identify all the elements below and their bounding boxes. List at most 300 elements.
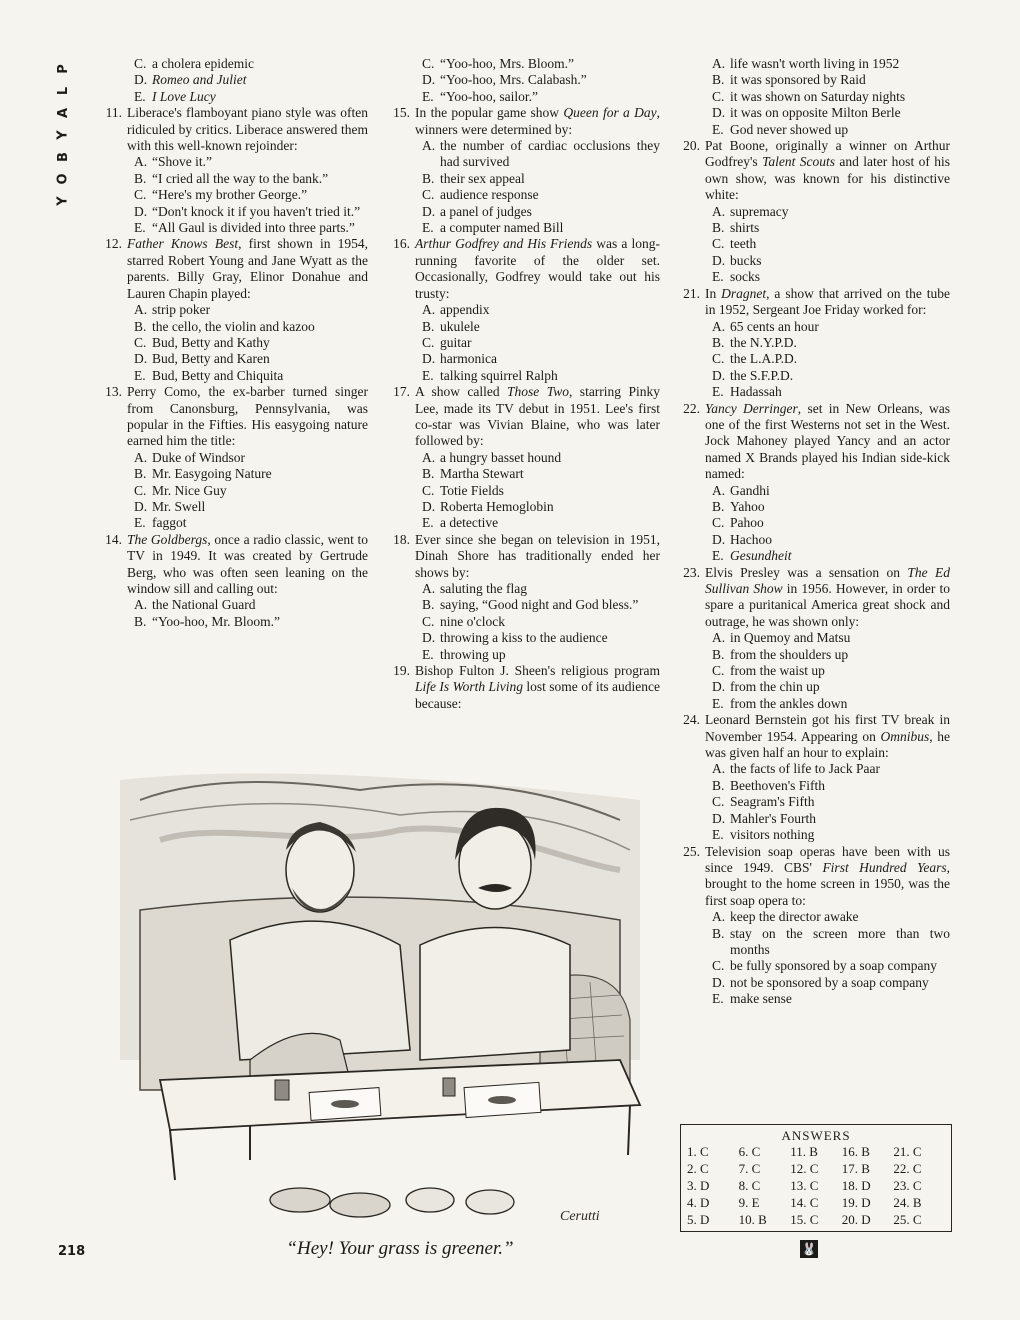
option-letter: D. [134,203,148,219]
option-letter: D. [422,72,436,88]
option-letter: D. [712,252,726,268]
option-text: stay on the screen more than two months [730,925,950,957]
option-letter: D. [422,203,436,219]
quiz-question [676,565,950,631]
answer-option [422,171,660,187]
answers-title: ANSWERS [781,1128,851,1143]
answer-option [712,630,950,646]
option-text: keep the director awake [730,909,859,925]
option-text: the N.Y.P.D. [730,334,797,350]
option-letter: B. [712,334,725,350]
answer-option [712,368,950,384]
option-text: teeth [730,236,757,252]
option-letter: D. [422,351,436,367]
option-letter: A. [422,449,436,465]
quiz-question [386,105,660,138]
option-text: from the ankles down [730,695,848,711]
brand-letter: O [56,173,71,185]
answer-option [712,958,950,974]
answer-cell: 20. D [841,1212,871,1227]
question-text: Bishop Fulton J. Sheen's religious program Life Is Worth Living lost some of its audience because: [415,663,660,711]
option-letter: B. [712,777,725,793]
option-letter: A. [422,581,436,596]
answer-cell: 8. C [738,1178,761,1193]
answer-option [712,204,950,220]
answer-cell: 21. C [893,1144,922,1159]
answer-option [712,515,950,531]
answer-option [422,72,660,88]
option-letter: E. [422,88,434,104]
answer-cell: 9. E [738,1195,760,1210]
option-letter: D. [712,810,726,826]
question-number: 24. [683,712,700,728]
option-letter: C. [422,56,435,71]
option-letter: C. [134,334,147,350]
option-text: the L.A.P.D. [730,351,798,367]
option-text: nine o'clock [440,613,506,629]
question-text: Ever since she began on television in 1951, Dinah Shore has traditionally ended her shows by: [415,531,660,580]
option-letter: B. [134,170,147,186]
option-letter: C. [422,613,435,629]
option-letter: C. [422,482,435,498]
option-text: Beethoven's Fifth [730,777,826,793]
option-letter: B. [422,466,435,482]
answer-cell: 1. C [687,1144,709,1159]
answer-option [712,351,950,367]
question-text: Leonard Bernstein got his first TV break in November 1954. Appearing on Omnibus, he was given half an hour to explain: [705,712,951,761]
option-text: Martha Stewart [440,466,524,482]
option-letter: E. [422,515,434,531]
answer-cell: 22. C [893,1161,922,1176]
option-letter: A. [712,56,726,71]
option-letter: E. [712,269,724,285]
option-text: Mr. Swell [152,498,206,514]
answer-option [712,991,950,1007]
answer-option [712,236,950,252]
question-text: The Goldbergs, once a radio classic, went to TV in 1949. It was created by Gertrude Berg, who was often seen leaning on the window sill and calling out: [127,531,368,596]
option-text: guitar [440,334,472,350]
option-text: appendix [440,302,490,318]
option-text: visitors nothing [730,827,815,843]
answer-option [134,204,368,220]
quiz-question [676,138,950,204]
question-number: 25. [683,843,700,859]
answer-option [712,778,950,794]
option-letter: C. [134,187,147,203]
answer-option [134,220,368,236]
option-text: life wasn't worth living in 1952 [730,56,900,71]
option-text: saluting the flag [440,581,527,596]
option-text: I Love Lucy [152,88,216,104]
option-letter: A. [712,203,726,219]
option-text: Hachoo [730,531,772,547]
option-letter: D. [134,72,148,88]
option-text: Bud, Betty and Chiquita [152,367,284,383]
option-letter: B. [134,318,147,334]
answer-option [712,253,950,269]
question-text: Elvis Presley was a sensation on The Ed Sullivan Show in 1956. However, in order to spare a puritanical America great shock and outrage, he was shown only: [705,564,950,629]
option-letter: D. [422,498,436,514]
option-text: “Here's my brother George.” [152,187,308,203]
option-letter: E. [422,367,434,383]
answer-option [712,975,950,991]
option-text: Mahler's Fourth [730,810,817,826]
answer-option [712,794,950,810]
answer-option [422,614,660,630]
answer-option [422,351,660,367]
answer-option [712,827,950,843]
option-text: the cello, the violin and kazoo [152,318,315,334]
answer-option [712,335,950,351]
question-number: 14. [105,531,122,547]
option-letter: B. [712,220,725,236]
option-text: Romeo and Juliet [152,72,247,88]
option-text: Pahoo [730,515,764,531]
answer-cell: 15. C [790,1212,819,1227]
brand-letter: Y [55,196,71,206]
option-text: Bud, Betty and Kathy [152,334,270,350]
answer-option [422,335,660,351]
option-text: a panel of judges [440,203,532,219]
answer-cell: 18. D [841,1178,871,1193]
answer-option [712,499,950,515]
answer-option [422,581,660,597]
answer-option [422,450,660,466]
answer-option [422,204,660,220]
quiz-question [98,236,368,302]
option-text: not be sponsored by a soap company [730,974,929,990]
option-text: be fully sponsored by a soap company [730,958,937,974]
option-letter: C. [422,187,435,203]
answer-option [422,647,660,663]
quiz-question [98,105,368,154]
answer-option [422,515,660,531]
option-text: it was on opposite Milton Berle [730,105,901,121]
answer-option [134,483,368,499]
question-number: 23. [683,564,700,580]
answer-option [422,138,660,171]
answer-cell: 3. D [687,1178,710,1193]
question-text: A show called Those Two, starring Pinky Lee, made its TV debut in 1951. Lee's first co-star was Vivian Blaine, who was later followed by: [415,384,660,449]
option-text: harmonica [440,351,497,367]
option-text: “Don't knock it if you haven't tried it.” [152,203,361,219]
answer-cell: 6. C [738,1144,761,1159]
option-letter: D. [712,105,726,121]
page-number: 218 [58,1244,86,1259]
answer-option [422,630,660,646]
answer-option [712,89,950,105]
question-number: 11. [105,105,122,121]
option-text: “All Gaul is divided into three parts.” [152,220,355,236]
option-letter: A. [712,482,726,498]
option-letter: A. [134,154,148,170]
option-text: Mr. Easygoing Nature [152,466,272,482]
answer-cell: 7. C [738,1161,761,1176]
option-text: Gesundheit [730,548,792,564]
option-letter: B. [712,72,725,88]
answer-option [134,171,368,187]
answer-cell: 16. B [841,1144,870,1159]
quiz-column-3 [676,56,950,1008]
answer-option [422,302,660,318]
option-letter: A. [712,761,726,777]
option-letter: D. [712,531,726,547]
option-letter: C. [712,236,725,252]
option-letter: E. [134,88,146,104]
question-number: 22. [683,400,700,416]
option-text: the facts of life to Jack Paar [730,761,880,777]
question-number: 19. [393,663,410,679]
artist-signature: Cerutti [560,1209,600,1224]
question-number: 17. [393,384,410,400]
quiz-question [676,712,950,761]
quiz-column-2 [386,56,660,712]
option-letter: E. [422,220,434,236]
answer-option [134,614,368,630]
answer-option [134,187,368,203]
answer-option [712,926,950,959]
option-text: a computer named Bill [440,220,564,236]
answer-option [134,72,368,88]
question-number: 18. [393,531,410,547]
option-letter: A. [422,138,436,154]
brand-letter: B [55,152,71,162]
answer-cell: 23. C [893,1178,922,1193]
question-text: Arthur Godfrey and His Friends was a long-running favorite of the older set. Occasionally, Godfrey would take out his trusty: [415,236,660,301]
question-text: Pat Boone, originally a winner on Arthur Godfrey's Talent Scouts and later host of his own show, was known for his distinctive white: [705,138,950,203]
answer-option [134,335,368,351]
option-text: Yahoo [730,498,765,514]
answer-option [712,269,950,285]
question-text: Father Knows Best, first shown in 1954, starred Robert Young and Jane Wyatt as the parents. Billy Gray, Elinor Donahue and Lauren Chapin played: [127,236,369,301]
option-letter: C. [712,515,725,531]
answer-option [422,187,660,203]
option-text: it was shown on Saturday nights [730,88,906,104]
answer-option [134,302,368,318]
quiz-question [676,286,950,319]
option-letter: D. [712,974,726,990]
answer-cell: 4. D [687,1195,710,1210]
question-text: In Dragnet, a show that arrived on the tube in 1952, Sergeant Joe Friday worked for: [705,285,951,318]
option-letter: E. [712,827,724,843]
quiz-question [676,844,950,910]
question-number: 21. [683,285,700,301]
brand-letter: P [56,64,71,74]
option-text: Bud, Betty and Karen [152,351,270,367]
option-text: strip poker [152,302,211,318]
answer-option [712,761,950,777]
option-text: talking squirrel Ralph [440,367,558,383]
quiz-column-1 [98,56,368,630]
option-letter: E. [712,695,724,711]
answer-option [134,154,368,170]
option-letter: D. [712,367,726,383]
answer-option [712,696,950,712]
option-letter: C. [712,351,725,367]
option-text: Gandhi [730,482,770,498]
answer-option [712,663,950,679]
option-text: the S.F.P.D. [730,367,794,383]
answers-box [680,1124,952,1232]
answer-option [422,483,660,499]
answer-option [134,597,368,613]
option-letter: C. [712,794,725,810]
quiz-question [386,532,660,581]
option-letter: B. [422,597,435,613]
option-letter: D. [712,679,726,695]
brand-letter: L [55,86,71,96]
option-text: a detective [440,515,499,531]
brand-letter: A [56,107,71,119]
answer-cell: 17. B [841,1161,870,1176]
brand-letter: Y [55,130,71,140]
option-text: ukulele [440,318,480,334]
answer-option [422,56,660,72]
quiz-question [98,532,368,598]
question-text: Television soap operas have been with us since 1949. CBS' First Hundred Years, brought to the home screen in 1950, was the first soap opera to: [705,843,950,908]
option-letter: D. [134,351,148,367]
option-letter: B. [134,466,147,482]
answer-option [712,548,950,564]
answer-cell: 25. C [893,1212,922,1227]
vertical-brand-logo [56,58,72,212]
option-text: the number of cardiac occlusions they had survived [440,138,660,170]
bunny-logo-icon: 🐰 [801,1242,817,1256]
answer-option [712,105,950,121]
answer-option [712,220,950,236]
option-text: the National Guard [152,597,256,613]
option-text: “Yoo-hoo, Mrs. Calabash.” [440,72,587,88]
answer-option [712,909,950,925]
option-letter: D. [134,498,148,514]
option-text: God never showed up [730,121,849,137]
option-letter: E. [134,367,146,383]
answer-option [134,368,368,384]
option-text: “Yoo-hoo, Mrs. Bloom.” [440,56,575,71]
option-letter: E. [134,220,146,236]
answer-option [422,466,660,482]
answer-option [712,384,950,400]
question-text: Yancy Derringer, set in New Orleans, was one of the first Westerns not set in the West. Jock Mahoney played Yancy and an actor named X Brands played his Indian side-kick named: [705,400,950,482]
answer-option [134,466,368,482]
option-letter: A. [712,318,726,334]
option-letter: B. [134,613,147,629]
option-letter: C. [712,88,725,104]
answer-option [422,319,660,335]
option-text: Duke of Windsor [152,449,245,465]
option-text: throwing a kiss to the audience [440,630,608,646]
answer-option [712,532,950,548]
answer-option [422,499,660,515]
option-text: saying, “Good night and God bless.” [440,597,639,613]
question-number: 13. [105,384,122,400]
answer-option [134,499,368,515]
answer-cell: 13. C [790,1178,819,1193]
answer-option [712,72,950,88]
option-text: a cholera epidemic [152,56,254,71]
option-letter: E. [712,548,724,564]
option-text: “Shove it.” [152,154,212,170]
option-letter: A. [134,597,148,613]
answer-option [134,450,368,466]
quiz-question [386,236,660,302]
option-text: Roberta Hemoglobin [440,498,554,514]
option-letter: E. [422,646,434,662]
question-number: 12. [105,236,122,252]
option-letter: D. [422,630,436,646]
answer-option [712,647,950,663]
answer-option [712,319,950,335]
answer-option [712,56,950,72]
answer-option [712,122,950,138]
answer-cell: 5. D [687,1212,710,1227]
option-letter: E. [712,384,724,400]
question-number: 20. [683,138,700,154]
option-letter: E. [712,121,724,137]
cartoon-caption: “Hey! Your grass is greener.” [286,1238,514,1259]
option-text: supremacy [730,203,789,219]
answer-cell: 12. C [790,1161,819,1176]
answer-cell: 24. B [893,1195,922,1210]
option-letter: C. [134,482,147,498]
option-text: audience response [440,187,539,203]
answer-option [422,597,660,613]
option-text: Hadassah [730,384,782,400]
answer-option [134,319,368,335]
option-letter: B. [712,498,725,514]
option-text: a hungry basset hound [440,449,562,465]
cartoon-illustration [100,760,660,1230]
option-text: in Quemoy and Matsu [730,630,851,646]
quiz-question [676,401,950,483]
option-text: “Yoo-hoo, Mr. Bloom.” [152,613,281,629]
option-letter: C. [712,958,725,974]
option-letter: B. [712,646,725,662]
question-text: Perry Como, the ex-barber turned singer from Canonsburg, Pennsylvania, was popular in the Fifties. His easygoing nature earned him the title: [127,384,368,449]
option-text: socks [730,269,760,285]
option-letter: C. [134,56,147,71]
option-text: from the shoulders up [730,646,849,662]
option-text: faggot [152,515,187,531]
option-letter: E. [712,991,724,1007]
answer-option [134,89,368,105]
answer-option [712,679,950,695]
option-letter: B. [712,925,725,941]
option-text: from the chin up [730,679,820,695]
option-text: their sex appeal [440,170,525,186]
answers-grid [681,1144,951,1229]
answer-cell: 10. B [738,1212,767,1227]
option-letter: E. [134,515,146,531]
option-letter: A. [712,630,726,646]
quiz-question [98,384,368,450]
option-text: “I cried all the way to the bank.” [152,170,329,186]
option-letter: B. [422,170,435,186]
option-letter: B. [422,318,435,334]
quiz-question [386,384,660,450]
answer-cell: 2. C [687,1161,709,1176]
quiz-question [386,663,660,712]
answer-option [134,351,368,367]
option-letter: C. [422,334,435,350]
option-text: from the waist up [730,663,825,679]
answer-option [712,811,950,827]
answer-cell: 19. D [841,1195,871,1210]
answer-cell: 11. B [790,1144,818,1159]
option-text: 65 cents an hour [730,318,819,334]
answer-option [712,483,950,499]
answer-cell: 14. C [790,1195,819,1210]
